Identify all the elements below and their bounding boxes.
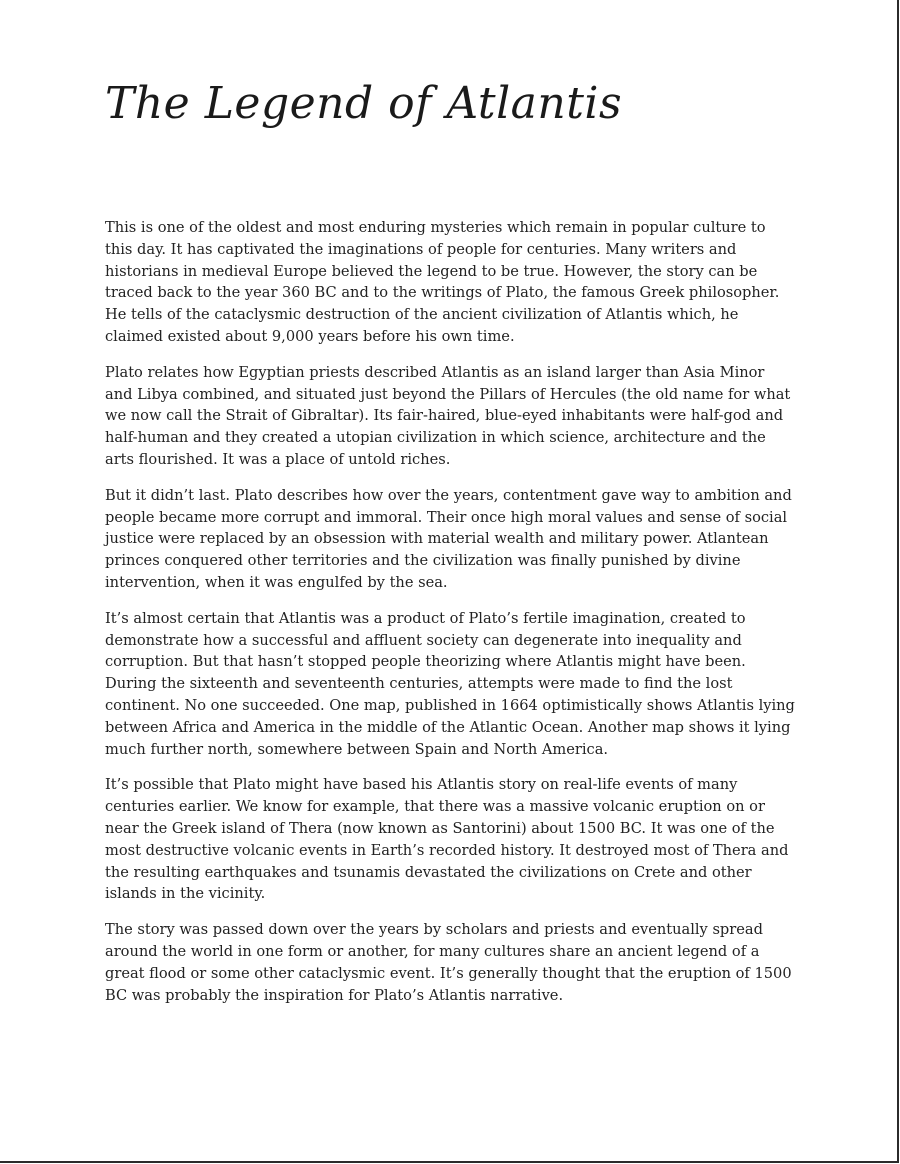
paragraph-5: It’s possible that Plato might have based his Atlantis story on real-life events of many centuries earlier. We know for example, that there was a massive volcanic eruption on or near the Greek island of Thera (now known as Santorini) about 1500 BC. It was one of the most destructive volcanic events in Earth’s recorded history. It destroyed most of Thera and the resulting earthquakes and tsunamis devastated the civilizations on Crete and other islands in the vicinity. [105, 776, 789, 903]
paragraph-1: This is one of the oldest and most enduring mysteries which remain in popular culture to this day. It has captivated the imaginations of people for centuries. Many writers and historians in medieval Europe believed the legend to be true. However, the story can be traced back to the year 360 BC and to the writings of Plato, the famous Greek philosopher. He tells of the cataclysmic destruction of the ancient civilization of Atlantis which, he claimed existed about 9,000 years before his own time. [105, 219, 780, 345]
document-body [105, 217, 795, 1020]
paragraph-4: It’s almost certain that Atlantis was a product of Plato’s fertile imagination, created to demonstrate how a successful and affluent society can degenerate into inequality and corruption. But that hasn’t stopped people theorizing where Atlantis might have been. During the sixteenth and seventeenth centuries, attempts were made to find the lost continent. No one succeeded. One map, published in 1664 optimistically shows Atlantis lying between Africa and America in the middle of the Atlantic Ocean. Another map shows it lying much further north, somewhere between Spain and North America. [105, 609, 795, 758]
paragraph-6: The story was passed down over the years by scholars and priests and eventually spread around the world in one form or another, for many cultures share an ancient legend of a great flood or some other cataclysmic event. It’s generally thought that the eruption of 1500 BC was probably the inspiration for Plato’s Atlantis narrative. [105, 921, 792, 1004]
paragraph-2: Plato relates how Egyptian priests described Atlantis as an island larger than Asia Minor and Libya combined, and situated just beyond the Pillars of Hercules (the old name for what we now call the Strait of Gibraltar). Its fair-haired, blue-eyed inhabitants were half-god and half-human and they created a utopian civilization in which science, architecture and the arts flourished. It was a place of untold riches. [105, 363, 791, 468]
document-title: The Legend of Atlantis [105, 78, 623, 129]
paragraph-3: But it didn’t last. Plato describes how over the years, contentment gave way to ambition and people became more corrupt and immoral. Their once high moral values and sense of social justice were replaced by an obsession with material wealth and military power. Atlantean princes conquered other territories and the civilization was finally punished by divine intervention, when it was engulfed by the sea. [105, 486, 792, 591]
